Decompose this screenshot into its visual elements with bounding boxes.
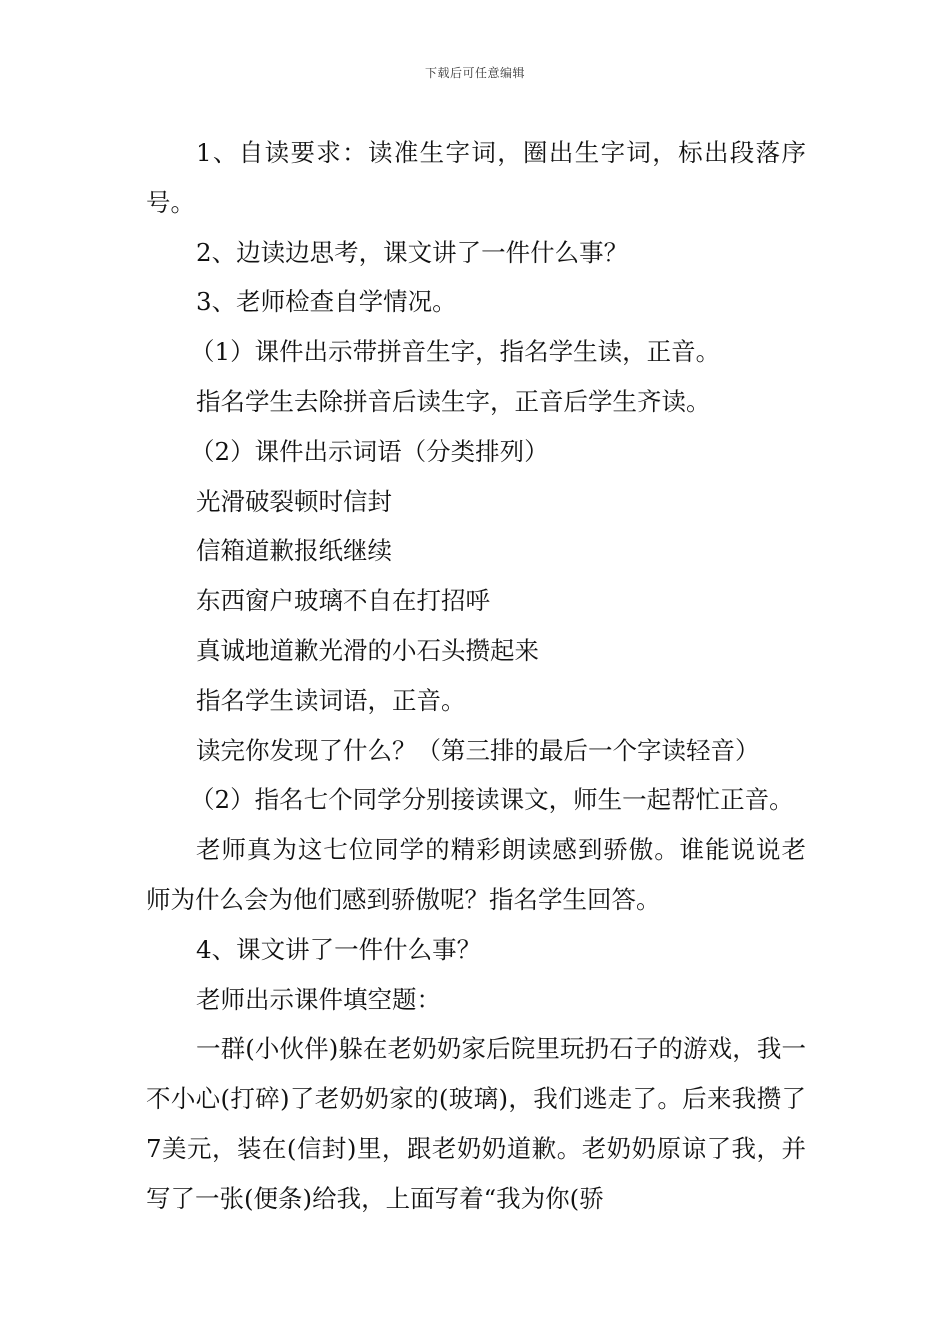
paragraph-what-did-you-find: 读完你发现了什么？（第三排的最后一个字读轻音） [196, 735, 760, 765]
paragraph-story-summary: 一群(小伙伴)躲在老奶奶家后院里玩扔石子的游戏，我一不小心(打碎)了老奶奶家的(玻璃)，我们逃走了。后来我攒了7美元，装在(信封)里，跟老奶奶道歉。老奶奶原谅了我，并写了一张(便条)给我，上面写着“我为你(骄 [146, 1034, 806, 1213]
paragraph-read-without-pinyin: 指名学生去除拼音后读生字，正音后学生齐读。 [196, 386, 711, 416]
word-row-4: 真诚地道歉光滑的小石头攒起来 [196, 635, 539, 665]
paragraph-seven-students-read: （2）指名七个同学分别接读课文，师生一起帮忙正音。 [190, 785, 794, 815]
paragraph-read-words: 指名学生读词语，正音。 [196, 685, 466, 715]
word-row-3: 东西窗户玻璃不自在打招呼 [196, 586, 490, 616]
paragraph-fill-in-blanks: 老师出示课件填空题： [196, 984, 441, 1014]
word-row-1: 光滑破裂顿时信封 [196, 486, 392, 516]
document-body [146, 128, 806, 1224]
paragraph-read-and-think: 2、边读边思考，课文讲了一件什么事？ [196, 237, 629, 267]
paragraph-self-reading-requirements: 1、自读要求：读准生字词，圈出生字词，标出段落序号。 [146, 138, 806, 217]
paragraph-teacher-proud: 老师真为这七位同学的精彩朗读感到骄傲。谁能说说老师为什么会为他们感到骄傲呢？指名学生回答。 [146, 835, 806, 914]
word-row-2: 信箱道歉报纸继续 [196, 536, 392, 566]
paragraph-show-words: （2）课件出示词语（分类排列） [190, 436, 549, 466]
paragraph-what-happened: 4、课文讲了一件什么事？ [196, 934, 482, 964]
paragraph-show-pinyin-characters: （1）课件出示带拼音生字，指名学生读，正音。 [190, 337, 721, 367]
page-header: 下载后可任意编辑 [424, 66, 525, 80]
paragraph-teacher-check: 3、老师检查自学情况。 [196, 287, 457, 317]
